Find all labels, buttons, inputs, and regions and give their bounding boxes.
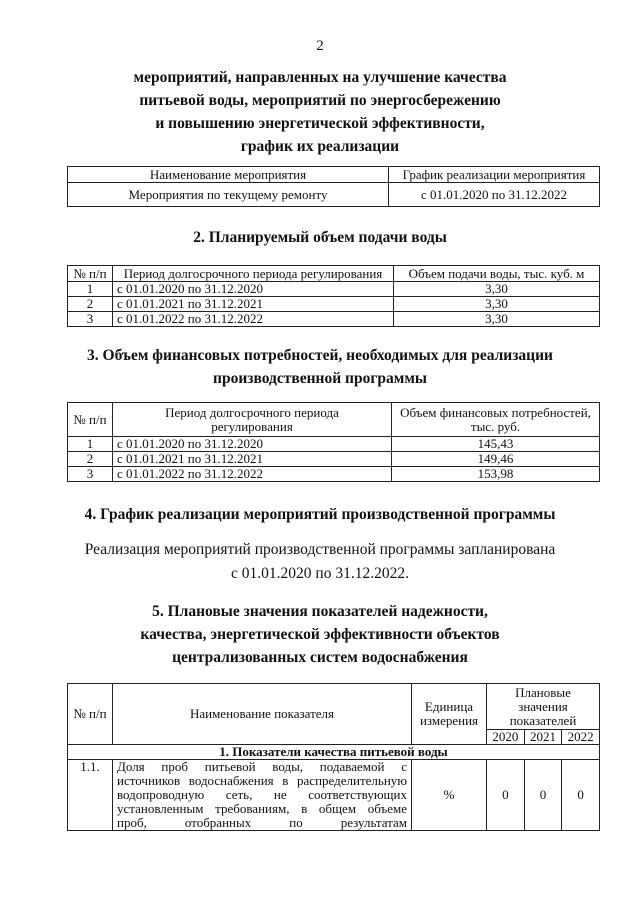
table-row [68,297,600,312]
intro-heading-line: питьевой воды, мероприятий по энергосбережению [139,92,501,109]
group-title: 1. Показатели качества питьевой воды [68,745,600,760]
indicator-name-line: Доля проб питьевой воды, подаваемой с [117,759,407,774]
table-cell: с 01.01.2021 по 31.12.2021 [113,452,392,467]
indicator-name-cell [113,760,412,831]
section-5-title-line: 5. Плановые значения показателей надежности, [152,603,488,620]
table-cell: 0 [487,760,525,831]
table-cell: 1 [68,437,113,452]
table-row [68,282,600,297]
indicator-name-line: проб, отобранных по результатам [117,815,407,830]
table-cell: 153,98 [392,467,600,482]
table-cell: 3,30 [394,282,600,297]
table-row [68,467,600,482]
table-cell: % [412,760,487,831]
activities-table [67,166,600,207]
table-header-cell: Период долгосрочного периода регулирования [113,403,392,437]
table-row [68,312,600,327]
table-row [68,452,600,467]
table-header-cell: Плановые значения показателей [487,684,600,730]
table-cell: с 01.01.2020 по 31.12.2020 [113,437,392,452]
page-number: 2 [316,38,324,54]
table-cell: 3 [68,312,113,327]
year-header-cell: 2020 [487,730,525,745]
section-5-title-line: централизованных систем водоснабжения [172,649,468,666]
year-header-cell: 2022 [562,730,600,745]
table-row [68,760,600,831]
section-3-title-line: производственной программы [213,370,427,387]
table-cell: 2 [68,297,113,312]
table-cell: 1 [68,282,113,297]
table-header-cell: График реализации мероприятия [389,167,600,183]
table-cell: 3,30 [394,297,600,312]
indicator-name-line: источников водоснабжения в распределительную [117,773,407,788]
water-supply-table [67,265,600,327]
intro-heading-line: и повышению энергетической эффективности, [155,115,485,132]
section-5-title-line: качества, энергетической эффективности объектов [140,626,500,643]
table-cell: Мероприятия по текущему ремонту [68,183,389,207]
table-header-cell: Период долгосрочного периода регулирования [113,266,394,282]
table-cell: с 01.01.2020 по 31.12.2022 [389,183,600,207]
table-cell: 3,30 [394,312,600,327]
table-cell: с 01.01.2022 по 31.12.2022 [113,467,392,482]
table-header-cell: Наименование показателя [113,684,412,745]
table-cell: 0 [524,760,562,831]
table-cell: с 01.01.2022 по 31.12.2022 [113,312,394,327]
section-3-title [0,344,640,390]
table-header-cell: № п/п [68,266,113,282]
section-5-title [0,600,640,669]
intro-heading-line: мероприятий, направленных на улучшение качества [133,69,507,86]
indicators-table [67,683,600,831]
table-header-cell: Объем подачи воды, тыс. куб. м [394,266,600,282]
table-header-cell: № п/п [68,684,113,745]
table-header-cell: Объем финансовых потребностей, тыс. руб. [392,403,600,437]
section-4-text-line: с 01.01.2020 по 31.12.2022. [231,565,409,582]
section-3-title-line: 3. Объем финансовых потребностей, необходимых для реализации [87,347,553,364]
indicator-name-line: установленным требованиям, в общем объеме [117,801,407,816]
table-header-cell: Единица измерения [412,684,487,745]
financial-needs-table [67,402,600,482]
table-cell: 145,43 [392,437,600,452]
section-2-title: 2. Планируемый объем подачи воды [193,229,447,246]
indicator-name-line: водопроводную сеть, не соответствующих [117,787,407,802]
table-cell: 3 [68,467,113,482]
table-cell: 1.1. [68,760,113,831]
intro-heading-line: график их реализации [240,138,400,155]
year-header-cell: 2021 [524,730,562,745]
table-cell: 0 [562,760,600,831]
table-header-cell: Наименование мероприятия [68,167,389,183]
table-header-cell: № п/п [68,403,113,437]
table-cell: 2 [68,452,113,467]
table-cell: с 01.01.2021 по 31.12.2021 [113,297,394,312]
section-4-text-line: Реализация мероприятий производственной программы запланирована [84,541,556,558]
table-cell: 149,46 [392,452,600,467]
intro-heading [0,66,640,158]
section-4-title: 4. График реализации мероприятий производственной программы [84,506,556,523]
table-row [68,437,600,452]
table-cell: с 01.01.2020 по 31.12.2020 [113,282,394,297]
